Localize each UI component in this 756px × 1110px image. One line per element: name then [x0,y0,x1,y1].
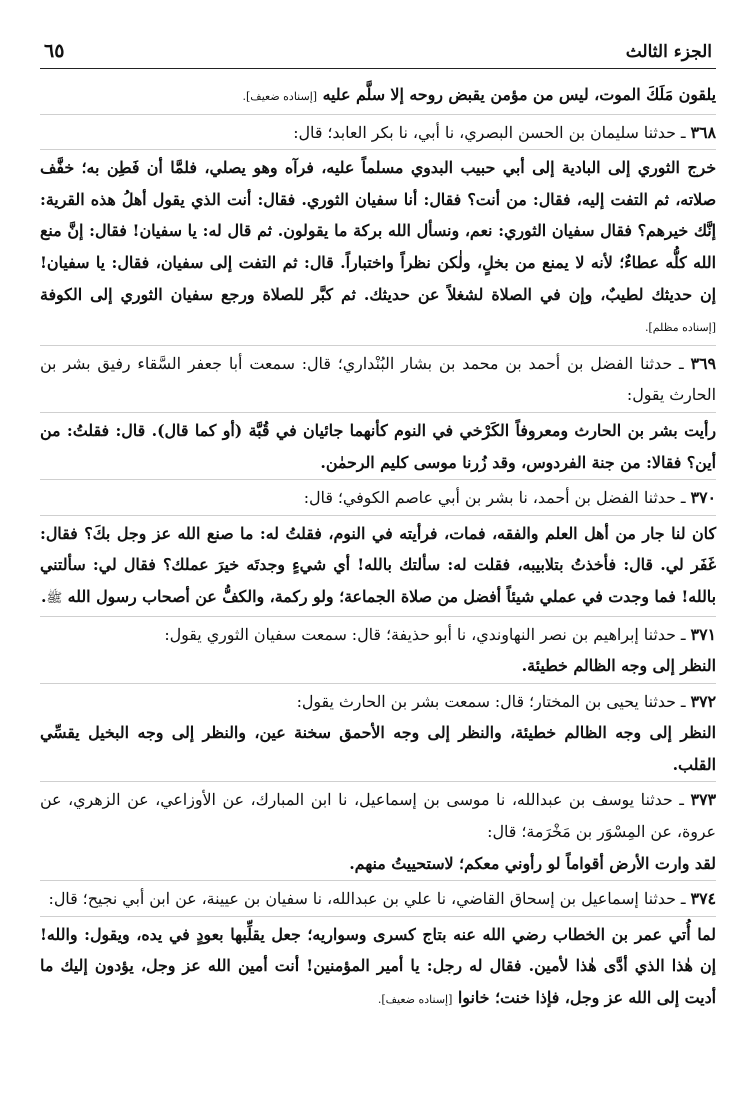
isnad-paragraph [40,883,716,915]
isnad-text: ـ حدثنا يحيى بن المختار؛ قال: سمعت بشر بن الحارث يقول: [296,691,686,711]
section-divider [40,114,716,115]
text-body: النظر إلى وجه الظالم خطيئة. [521,656,716,676]
text-body: لما أُتي عمر بن الخطاب رضي الله عنه بتاج كسرى وسواريه؛ جعل يقلِّبها بعودٍ في يده، ويقول: والله! إن هٰذا الذي أدَّى هٰذا لأمين. فقال له رجل: يا أمير المؤمنين! أنت أمين الله عز وجل، يؤدون إليك ما أديت إلى الله عز وجل، فإذا خنت؛ خانوا [40,924,716,1008]
isnad-text: ـ حدثنا يوسف بن عبدالله، نا موسى بن إسماعيل، نا ابن المبارك، عن الأوزاعي، عن الزهري، عن عروة، عن المِسْوَر بن مَخْرَمة؛ قال: [40,790,716,842]
narration-text [40,415,716,478]
chain-grade: [إسناده مظلم]. [644,321,716,335]
hadith-number: ٣٧٠ [690,488,716,508]
hadith-number: ٣٧١ [690,624,716,644]
narration-text [40,848,716,880]
isnad-paragraph [40,482,716,514]
section-divider [40,412,716,413]
section-divider [40,616,716,617]
isnad-text: ـ حدثنا سليمان بن الحسن البصري، نا أبي، نا بكر العابد؛ قال: [293,122,686,142]
text-body: يلقون مَلَكَ الموت، ليس من مؤمن يقبض روحه إلا سلَّم عليه [322,85,716,104]
section-divider [40,515,716,516]
chain-grade: [إسناده ضعيف]. [377,993,453,1007]
hadith-number: ٣٦٨ [690,122,716,142]
page-number: ٦٥ [44,40,65,62]
hadith-number: ٣٧٣ [690,790,717,810]
salutation-glyph: ﷺ [46,590,63,606]
section-divider [40,479,716,480]
page-header [40,40,716,69]
isnad-paragraph [40,619,716,651]
isnad-paragraph [40,784,716,847]
hadith-number: ٣٧٤ [690,889,716,909]
text-tail: . [40,586,47,606]
isnad-text: ـ حدثنا إبراهيم بن نصر النهاوندي، نا أبو حذيفة؛ قال: سمعت سفيان الثوري يقول: [164,624,686,644]
narration-text [40,717,716,780]
isnad-paragraph [40,686,716,718]
isnad-text: ـ حدثنا الفضل بن أحمد، نا بشر بن أبي عاصم الكوفي؛ قال: [303,488,686,508]
text-body: خرج الثوري إلى البادية إلى أبي حبيب البدوي مسلماً عليه، فرآه وهو يصلي، فلمَّا أن فَطِن به؛ خفَّف صلاته، ثم التفت إليه، فقال: من أنت؟ فقال: أنا سفيان الثوري. فقال: أنت الذي يقول أهلُ هذه القرية: إنَّك خيرهم؟ فقال سفيان الثوري: نعم، ونسأل الله بركة ما يقولون. ثم قال له: يا سفيان! فقال: إنَّ منع الله كلُّه عطاءٌ؛ لأنه لا يمنع من بخلٍ، ولٰكن نظراً واختباراً. قال: ثم التفت إلى سفيان، فقال: يا سفيان! إن حديثك لطيبٌ، وإن في الصلاة لشغلاً عن حديثك. ثم كبَّر للصلاة ورجع سفيان الثوري إلى الكوفة [40,158,716,304]
hadith-number: ٣٦٩ [690,353,716,373]
text-body: رأيت بشر بن الحارث ومعروفاً الكَرْخي في النوم كأنهما جائيان في قُبَّة (أو كما قال). قال: فقلتُ: من أين؟ فقالا: من جنة الفردوس، وقد زُرنا موسى كليم الرحمٰن. [40,420,716,472]
section-divider [40,781,716,782]
section-divider [40,880,716,881]
narration-text [40,152,716,344]
hadith-number: ٣٧٢ [690,691,716,711]
section-divider [40,683,716,684]
text-body: كان لنا جار من أهل العلم والفقه، فمات، فرأيته في النوم، فقلتُ له: ما صنع الله عز وجل بكَ؟ فقال: غَفَر لي. قال: فأخذتُ بتلابيبه، فقلت له: سألتك بالله! أي شيءٍ وجدتَه خيرَ عملك؟ فقال لي: سألتني بالله! فما وجدت في عملي شيئاً أفضل من صلاة الجماعة؛ ولو ركمة، والكفُّ عن أصحاب رسول الله [40,523,716,606]
isnad-paragraph [40,348,716,411]
chain-grade: [إسناده ضعيف]. [242,90,318,103]
isnad-text: ـ حدثنا الفضل بن أحمد بن محمد بن بشار البُنْداري؛ قال: سمعت أبا جعفر السَّقاء رفيق بشر بن الحارث يقول: [40,353,716,405]
narration-text [40,79,716,113]
isnad-text: ـ حدثنا إسماعيل بن إسحاق القاضي، نا علي بن عبدالله، نا سفيان بن عيينة، عن ابن أبي نجيح؛ قال: [48,889,686,909]
isnad-paragraph [40,117,716,149]
page-content [40,79,716,1016]
narration-text [40,650,716,682]
running-header-title: الجزء الثالث [625,42,712,62]
text-body: لقد وارت الأرض أقواماً لو رأوني معكم؛ لاستحييتُ منهم. [349,853,716,873]
section-divider [40,149,716,150]
section-divider [40,916,716,917]
narration-text [40,919,716,1016]
narration-text [40,518,716,615]
section-divider [40,345,716,346]
text-body: النظر إلى وجه الظالم خطيئة، والنظر إلى وجه الأحمق سخنة عين، والنظر إلى وجه البخيل يقسِّي القلب. [40,723,716,774]
